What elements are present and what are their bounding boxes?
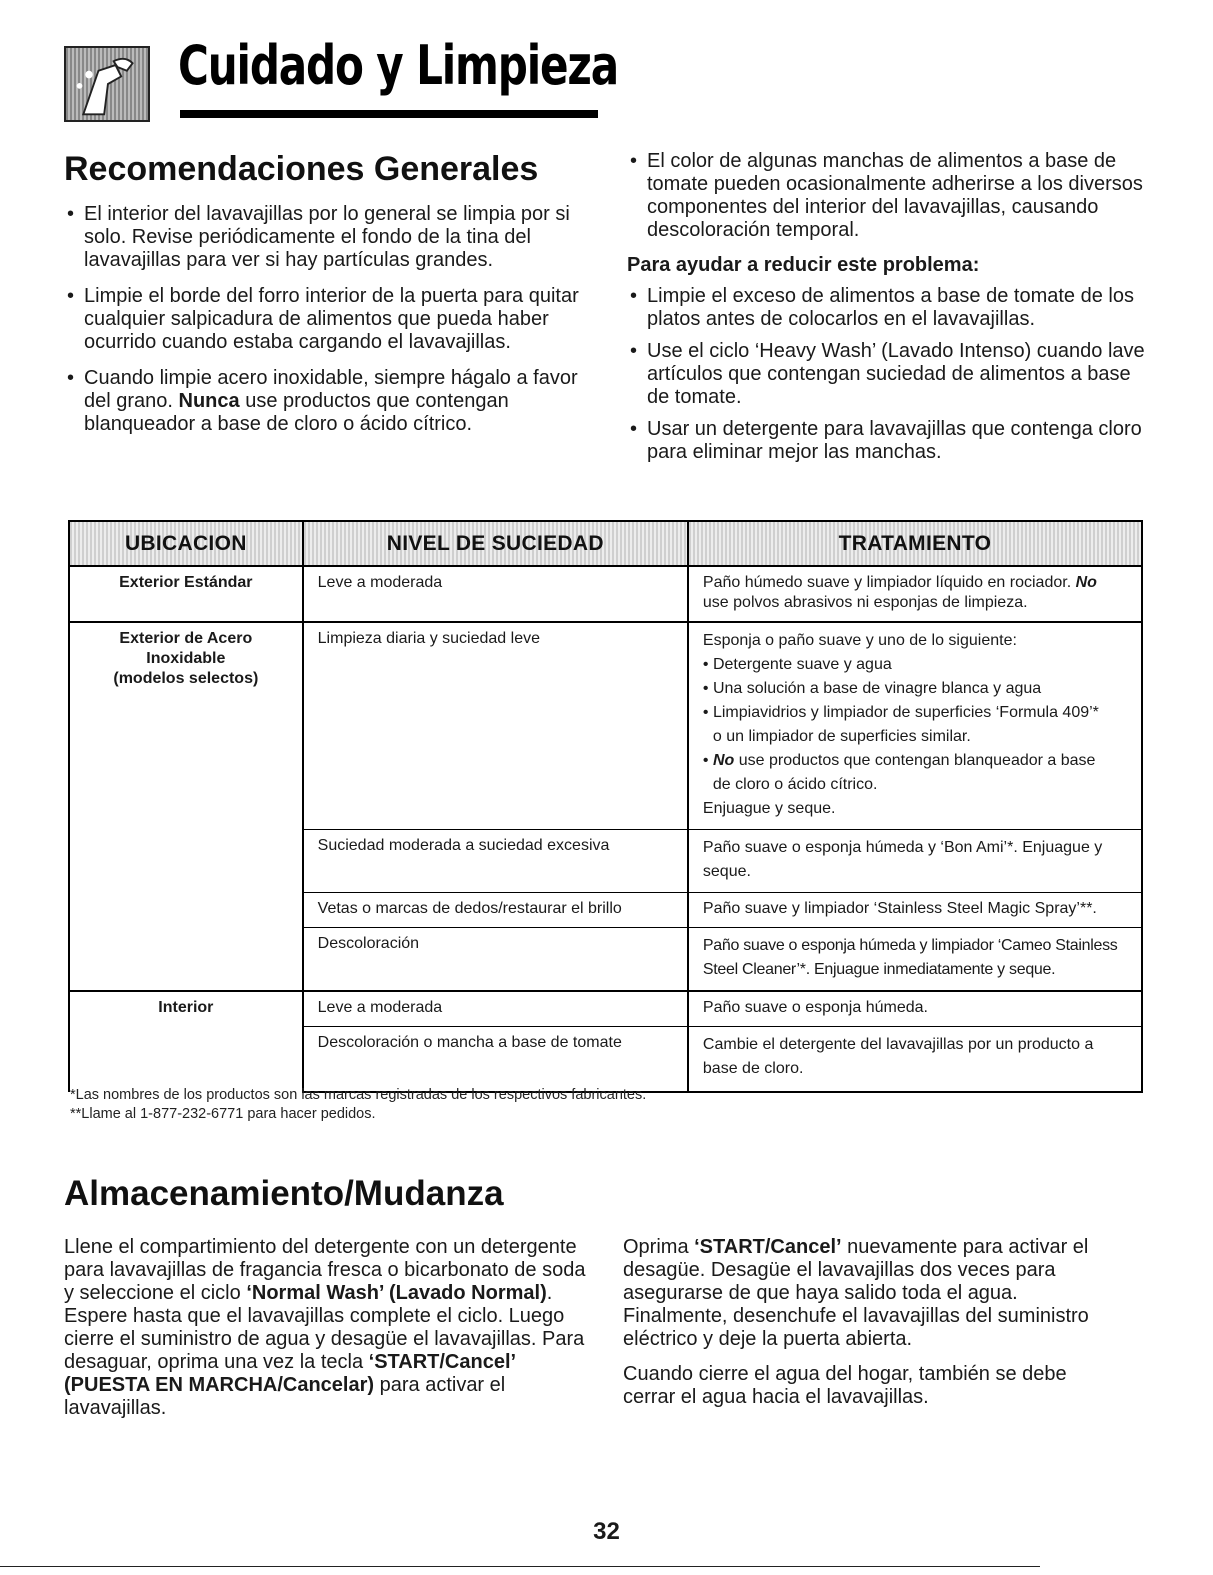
location-cell: Exterior Estándar (119, 574, 253, 591)
help-item: • Usar un detergente para lavavajillas que contenga cloro para eliminar mejor las manchas. (627, 418, 1147, 464)
level-cell: Suciedad moderada a suciedad excesiva (317, 837, 610, 854)
level-cell: Leve a moderada (317, 999, 443, 1016)
general-left-column (64, 150, 604, 449)
storage-paragraph: Cuando cierre el agua del hogar, también se debe cerrar el agua hacia el lavavajillas. (623, 1363, 1067, 1408)
help-item: • Use el ciclo ‘Heavy Wash’ (Lavado Intenso) cuando lave artículos que contengan suciedad de alimentos a base de tomate. (627, 340, 1147, 409)
storage-paragraph: Oprima ‘START/Cancel’ nuevamente para activar el desagüe. Desagüe el lavavajillas dos veces para asegurarse de que haya salido toda el agua. Finalmente, desenchufe el lavavajillas del suministro eléctrico y deje la puerta abierta. (623, 1236, 1089, 1350)
help-item: • Limpie el exceso de alimentos a base de tomate de los platos antes de colocarlos en el lavavajillas. (627, 285, 1147, 331)
footnotes (70, 1086, 646, 1124)
general-right-column (627, 150, 1147, 464)
cleaning-spray-icon (64, 46, 150, 122)
page-title: Cuidado y Limpieza (178, 34, 618, 97)
header-nivel: NIVEL DE SUCIEDAD (303, 521, 688, 566)
table-row (69, 622, 1142, 830)
title-rule (180, 110, 598, 118)
page-number: 32 (593, 1518, 620, 1545)
help-list (627, 285, 1147, 464)
level-cell: Descoloración o mancha a base de tomate (317, 1034, 622, 1051)
care-table (68, 520, 1143, 1093)
general-list (64, 203, 604, 436)
location-cell: Exterior de Acero Inoxidable (modelos selectos) (69, 622, 303, 991)
treatment-cell: Cambie el detergente del lavavajillas por un producto a base de cloro. (702, 1036, 1094, 1077)
location-cell: Interior (158, 999, 214, 1016)
level-cell: Leve a moderada (317, 574, 443, 591)
general-item-steel: • Cuando limpie acero inoxidable, siempre hágalo a favor del grano. Nunca use productos que contengan blanqueador a base de cloro o ácido cítrico. (64, 367, 604, 436)
storage-right-column (623, 1236, 1123, 1409)
level-cell: Vetas o marcas de dedos/restaurar el brillo (317, 900, 622, 917)
header-ubicacion: UBICACION (69, 521, 303, 566)
general-item: • El interior del lavavajillas por lo general se limpia por si solo. Revise periódicamente el fondo de la tina del lavavajillas para ver si hay partículas grandes. (64, 203, 604, 272)
tomate-list (627, 150, 1147, 242)
header-tratamiento: TRATAMIENTO (688, 521, 1142, 566)
treatment-cell: Paño suave o esponja húmeda. (702, 999, 928, 1016)
storage-paragraph: Llene el compartimiento del detergente con un detergente para lavavajillas de fragancia fresca o bicarbonato de soda y seleccione el ciclo ‘Normal Wash’ (Lavado Normal). Espere hasta que el lavavajillas complete el ciclo. Luego cierre el suministro de agua y desagüe el lavavajillas. Para desaguar, oprima una vez la tecla ‘START/Cancel’ (PUESTA EN MARCHA/Cancelar) para activar el lavavajillas. (64, 1236, 586, 1419)
treatment-cell: Esponja o paño suave y uno de lo siguiente: • Detergente suave y agua • Una solución a base de vinagre blanca y agua • Limpiavidrios y limpiador de superficies ‘Formula 409’* o un limpiador de superficies similar. • No use productos que contengan blanqueador a base de cloro o ácido cítrico. Enjuague y seque. (688, 622, 1142, 830)
treatment-cell: Paño suave o esponja húmeda y limpiador ‘Cameo Stainless Steel Cleaner’*. Enjuague inmediatamente y seque. (702, 937, 1118, 978)
table-row (69, 566, 1142, 622)
level-cell: Limpieza diaria y suciedad leve (317, 630, 540, 647)
tomate-item: • El color de algunas manchas de alimentos a base de tomate pueden ocasionalmente adherirse a los diversos componentes del interior del lavavajillas, causando descoloración temporal. (627, 150, 1147, 242)
treatment-cell: Paño húmedo suave y limpiador líquido en rociador. No use polvos abrasivos ni esponjas de limpieza. (688, 566, 1142, 622)
treatment-cell: Paño suave o esponja húmeda y ‘Bon Ami’*. Enjuague y seque. (702, 839, 1103, 880)
footnote: *Las nombres de los productos son las marcas registradas de los respectivos fabricantes. (70, 1087, 647, 1103)
table-row (69, 991, 1142, 1027)
help-heading: Para ayudar a reducir este problema: (627, 254, 980, 276)
general-heading: Recomendaciones Generales (64, 150, 539, 188)
treatment-cell: Paño suave y limpiador ‘Stainless Steel Magic Spray’**. (702, 900, 1097, 917)
level-cell: Descoloración (317, 935, 420, 952)
general-item: • Limpie el borde del forro interior de la puerta para quitar cualquier salpicadura de alimentos que pueda haber ocurrido cuando estaba cargando el lavavajillas. (64, 285, 604, 354)
footnote: **Llame al 1-877-232-6771 para hacer pedidos. (70, 1106, 376, 1122)
storage-heading: Almacenamiento/Mudanza (64, 1174, 504, 1213)
bottom-rule (0, 1566, 1040, 1567)
